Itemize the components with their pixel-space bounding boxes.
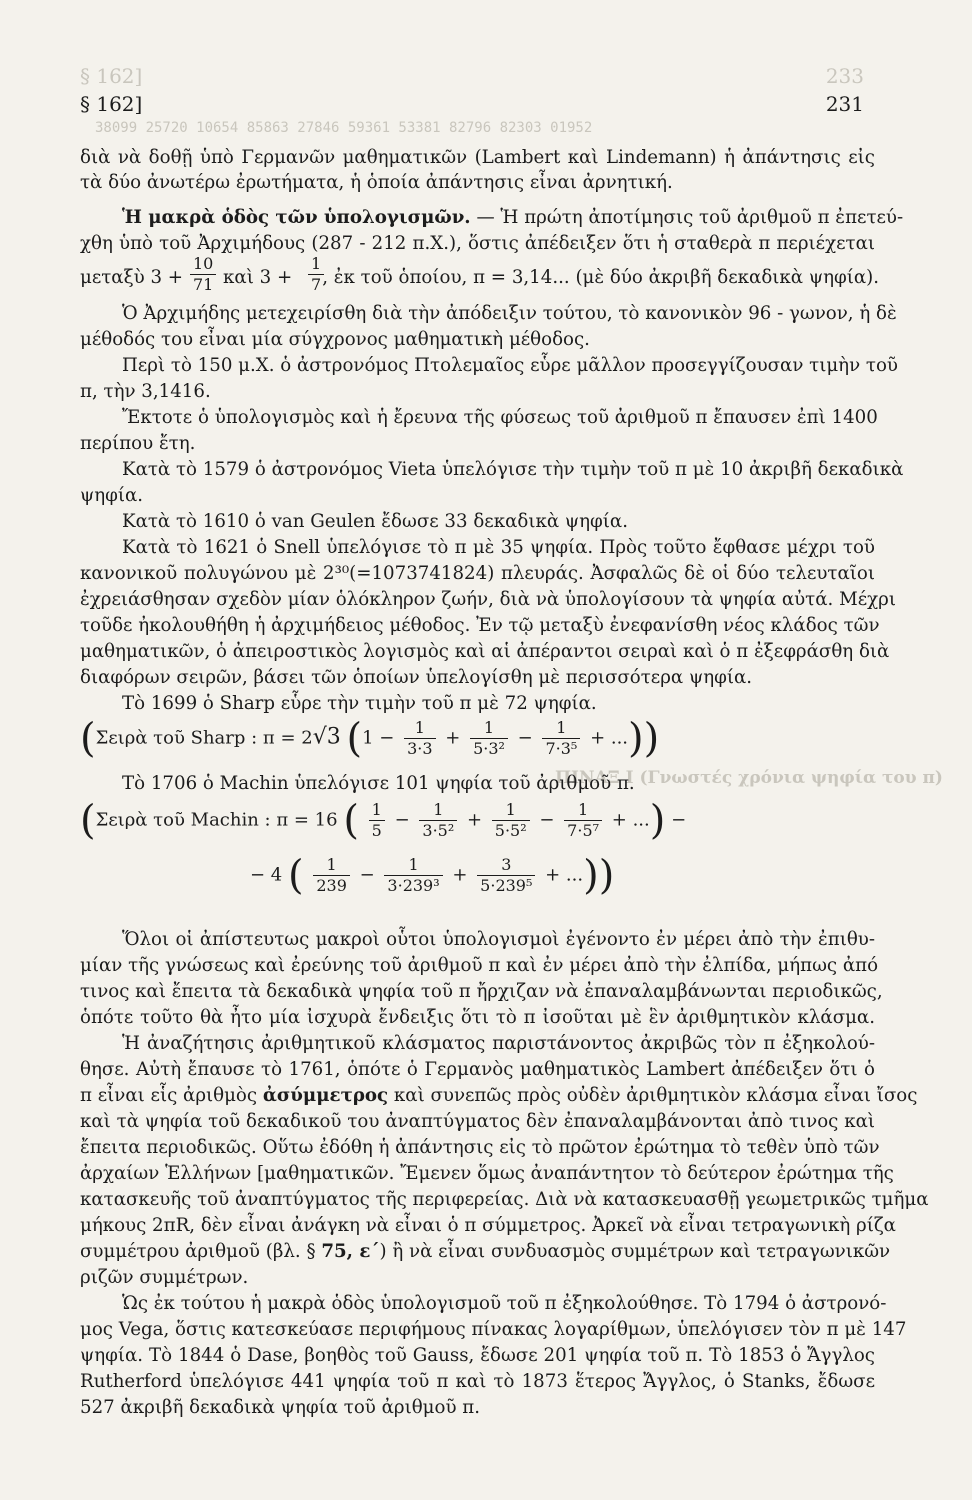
text-line: μήκους 2πR, δὲν εἶναι ἀνάγκη νὰ εἶναι ὁ π σύμμετρος. Ἀρκεῖ νὰ εἶναι τετραγωνικὴ ρίζα — [80, 1215, 896, 1236]
text-line: ψηφία. — [80, 485, 144, 506]
page-number: 231 — [825, 92, 864, 116]
text-line: Rutherford ὑπελόγισε 441 ψηφία τοῦ π καὶ τὸ 1873 ἕτερος Ἄγγλος, ὁ Stanks, ἔδωσε — [80, 1371, 875, 1392]
machin-series-formula-line1: (Σειρὰ τοῦ Machin : π = 16 ( $\frac{1}{5}$ − $\frac{1}{\text{3·5²}}$ + $\frac{1}{\text{5·5²}}$ − $\frac{1}{\text{7·5⁷}}$ + ...) − — [80, 797, 687, 844]
text-line: συμμέτρου ἀριθμοῦ (βλ. § 75, ε΄) ἢ νὰ εἶναι συνδυασμὸς συμμέτρων καὶ τετραγωνικῶν — [80, 1241, 891, 1262]
text-line: διαφόρων σειρῶν, βάσει τῶν ὁποίων ὑπελογίσθη μὲ περισσότερα ψηφία. — [80, 667, 753, 688]
text-line: διὰ νὰ δοθῇ ὑπὸ Γερμανῶν μαθηματικῶν (Lambert καὶ Lindemann) ἡ ἀπάντησις εἰς — [80, 147, 875, 168]
text-line: θησε. Αὐτὴ ἔπαυσε τὸ 1761, ὁπότε ὁ Γερμανὸς μαθηματικὸς Lambert ἀπέδειξεν ὅτι ὁ — [80, 1059, 875, 1080]
bleed-header-page: 233 — [825, 64, 864, 88]
text-line: χθη ὑπὸ τοῦ Ἀρχιμήδους (287 - 212 π.Χ.), ὅστις ἀπέδειξεν ὅτι ἡ σταθερὰ π περιέχεται — [80, 233, 875, 254]
text-line: Κατὰ τὸ 1621 ὁ Snell ὑπελόγισε τὸ π μὲ 35 ψηφία. Πρὸς τοῦτο ἔφθασε μέχρι τοῦ — [122, 537, 875, 558]
text-line: Περὶ τὸ 150 μ.Χ. ὁ ἀστρονόμος Πτολεμαῖος εὗρε μᾶλλον προσεγγίζουσαν τιμὴν τοῦ — [122, 355, 898, 376]
machin-series-formula-line2: − 4 ( $\frac{1}{239}$ − $\frac{1}{\text{3·239³}}$ + $\frac{3}{\text{5·239⁵}}$ + ...)) — [250, 852, 615, 899]
text-line: ψηφία. Τὸ 1844 ὁ Dase, βοηθὸς τοῦ Gauss, ἔδωσε 201 ψηφία τοῦ π. Τὸ 1853 ὁ Ἄγγλος — [80, 1345, 875, 1366]
text-line: μος Vega, ὅστις κατεσκεύασε περιφήμους πίνακας λογαρίθμων, ὑπελόγισεν τὸν π μὲ 147 — [80, 1319, 907, 1340]
text-line: τὰ δύο ἀνωτέρω ἐρωτήματα, ἡ ὁποία ἀπάντησις εἶναι ἀρνητική. — [80, 172, 673, 193]
text-line: τοῦδε ἠκολουθήθη ἡ ἀρχιμήδειος μέθοδος. Ἐν τῷ μεταξὺ ἐνεφανίσθη νέος κλάδος τῶν — [80, 615, 880, 636]
text-line: Ὅλοι οἱ ἀπίστευτως μακροὶ οὗτοι ὑπολογισμοὶ ἐγένοντο ἐν μέρει ἀπὸ τὴν ἐπιθυ- — [122, 929, 875, 950]
text-line: μαθηματικῶν, ὁ ἀπειροστικὸς λογισμὸς καὶ αἱ ἀπέραντοι σειραὶ καὶ ὁ π ἐξεφράσθη διὰ — [80, 641, 890, 662]
text-line: κανονικοῦ πολυγώνου μὲ 2³⁰(=1073741824) πλευράς. Ἀσφαλῶς δὲ οἱ δύο τελευταῖοι — [80, 563, 875, 584]
text-line: π, τὴν 3,1416. — [80, 381, 211, 402]
text-line: Κατὰ τὸ 1579 ὁ ἀστρονόμος Vieta ὑπελόγισε τὴν τιμὴν τοῦ π μὲ 10 ἀκριβῆ δεκαδικὰ — [122, 459, 904, 480]
bleed-number-row: 38099 25720 10654 85863 27846 59361 53381 82796 82303 01952 — [95, 120, 593, 136]
text-line: κατασκευῆς τοῦ ἀναπτύγματος τῆς περιφερείας. Διὰ νὰ κατασκευασθῇ γεωμετρικῶς τμῆμα — [80, 1189, 929, 1210]
text-line: ὁπότε τοῦτο θὰ ἦτο μία ἰσχυρὰ ἔνδειξις ὅτι τὸ π ἰσοῦται μὲ ἓν ἀριθμητικὸν κλάσμα. — [80, 1007, 875, 1028]
fraction-1-7: $\frac{1}{7}$ — [308, 254, 324, 295]
emphasis-asymmetric: ἀσύμμετρος — [262, 1085, 389, 1106]
section-heading-line: Ἡ μακρὰ ὁδὸς τῶν ὑπολογισμῶν. — Ἡ πρώτη ἀποτίμησις τοῦ ἀριθμοῦ π ἐπετεύ- — [122, 207, 904, 228]
text-line: ἔπειτα περιοδικῶς. Οὕτω ἐδόθη ἡ ἀπάντησις εἰς τὸ πρῶτον ἐρώτημα τὸ τεθὲν ὑπὸ τῶν — [80, 1137, 880, 1158]
text-line: καὶ τὰ ψηφία τοῦ δεκαδικοῦ του ἀναπτύγματος δὲν ἐπαναλαμβάνονται ἀπὸ τινος καὶ — [80, 1111, 875, 1132]
sharp-series-formula: (Σειρὰ τοῦ Sharp : π = 2√3 (1 − $\frac{1}{3\cdot 3}$ + $\frac{1}{\text{5·3²}}$ − $\frac{1}{\text{7·3⁵}}$ + ...)) — [80, 715, 660, 762]
text-line: 527 ἀκριβῆ δεκαδικὰ ψηφία τοῦ ἀριθμοῦ π. — [80, 1397, 481, 1418]
section-cross-reference: 75, ε΄ — [321, 1241, 380, 1262]
text-line: Κατὰ τὸ 1610 ὁ van Geulen ἔδωσε 33 δεκαδικὰ ψηφία. — [122, 511, 628, 532]
inequality-line: μεταξὺ 3 + καὶ 3 + , ἐκ τοῦ ὁποίου, π = 3,14... (μὲ δύο ἀκριβῆ δεκαδικὰ ψηφία). — [80, 267, 880, 288]
text-line: ἀρχαίων Ἑλλήνων [μαθηματικῶν. Ἔμενεν ὅμως ἀναπάντητον τὸ δεύτερον ἐρώτημα τῆς — [80, 1163, 894, 1184]
text-line: π εἶναι εἷς ἀριθμὸς ἀσύμμετρος καὶ συνεπῶς πρὸς οὐδὲν ἀριθμητικὸν κλάσμα εἶναι ἴσος — [80, 1085, 918, 1106]
text-line: ριζῶν συμμέτρων. — [80, 1267, 249, 1288]
text-line: μίαν τῆς γνώσεως καὶ ἐρεύνης τοῦ ἀριθμοῦ π καὶ ἐν μέρει ἀπὸ τὴν ἐλπίδα, μήπως ἀπό — [80, 955, 879, 976]
text-line: Ὡς ἐκ τούτου ἡ μακρὰ ὁδὸς ὑπολογισμοῦ τοῦ π ἐξηκολούθησε. Τὸ 1794 ὁ ἀστρονό- — [122, 1293, 887, 1314]
text-line: Ἡ ἀναζήτησις ἀριθμητικοῦ κλάσματος παριστάνοντος ἀκριβῶς τὸν π ἐξηκολού- — [122, 1033, 875, 1054]
text-line: περίπου ἔτη. — [80, 433, 196, 454]
bleed-header-ref: § 162] — [80, 64, 143, 88]
section-reference: § 162] — [80, 92, 143, 116]
section-heading: Ἡ μακρὰ ὁδὸς τῶν ὑπολογισμῶν. — [122, 207, 471, 228]
text-line: Τὸ 1706 ὁ Machin ὑπελόγισε 101 ψηφία τοῦ ἀριθμοῦ π. — [122, 773, 635, 794]
text-line: τινος καὶ ἔπειτα τὰ δεκαδικὰ ψηφία τοῦ π ἤρχιζαν νὰ ἐπαναλαμβάνωνται περιοδικῶς, — [80, 981, 883, 1002]
fraction-10-71: $\frac{10}{71}$ — [190, 254, 216, 295]
text-line: ἐχρειάσθησαν σχεδὸν μίαν ὁλόκληρον ζωήν, διὰ νὰ ὑπολογίσουν τὰ ψηφία αὐτά. Μέχρι — [80, 589, 896, 610]
text-line: Τὸ 1699 ὁ Sharp εὗρε τὴν τιμὴν τοῦ π μὲ 72 ψηφία. — [122, 693, 597, 714]
text-line: Ἔκτοτε ὁ ὑπολογισμὸς καὶ ἡ ἔρευνα τῆς φύσεως τοῦ ἀριθμοῦ π ἔπαυσεν ἐπὶ 1400 — [122, 407, 878, 428]
text-line: Ὁ Ἀρχιμήδης μετεχειρίσθη διὰ τὴν ἀπόδειξιν τούτου, τὸ κανονικὸν 96 - γωνον, ἡ δὲ — [122, 303, 897, 324]
text-line: μέθοδός του εἶναι μία σύγχρονος μαθηματικὴ μέθοδος. — [80, 329, 590, 350]
bleed-table-title: ΠΙΝΑΞ Ι (Γνωστές χρόνια ψηφία του π) — [555, 768, 943, 788]
